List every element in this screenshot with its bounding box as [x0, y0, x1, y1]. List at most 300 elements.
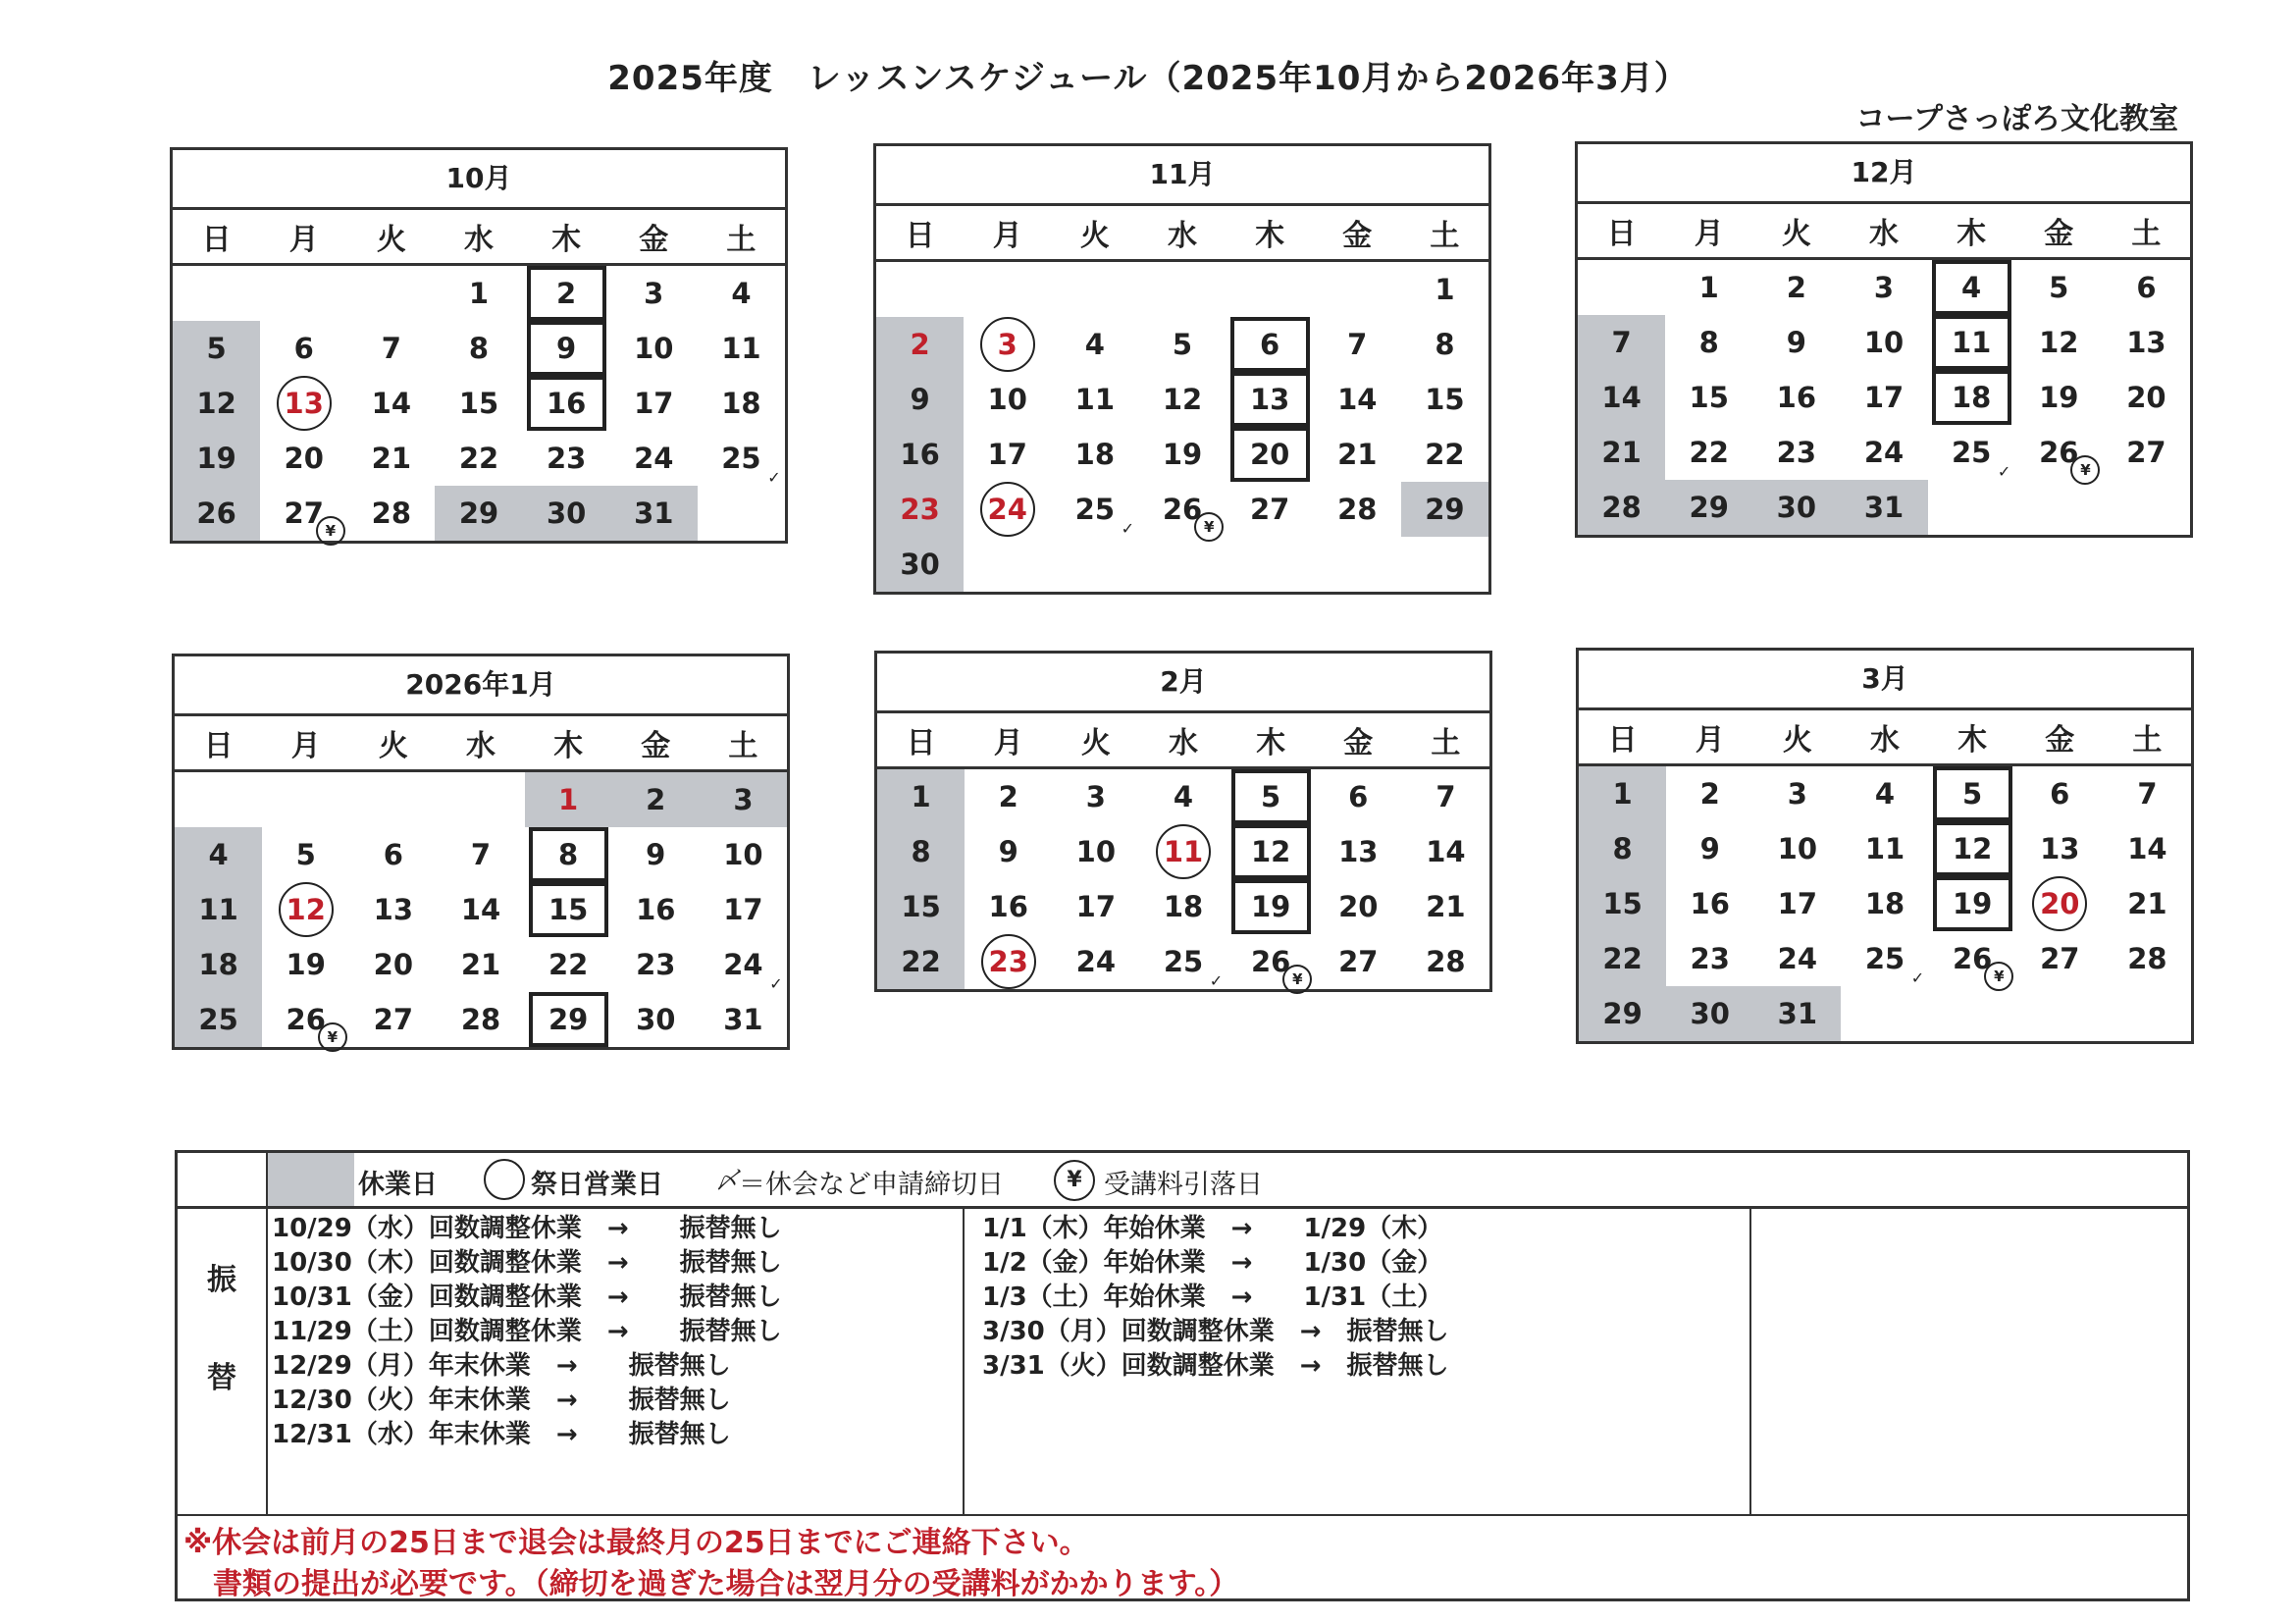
day-number: 1	[468, 277, 490, 310]
day-cell	[262, 937, 349, 992]
empty-cell	[1138, 537, 1226, 592]
day-number: 4	[731, 277, 752, 310]
day-number: 3	[997, 328, 1018, 361]
empty-cell	[1578, 259, 1665, 316]
day-cell	[1666, 765, 1753, 822]
day-cell	[349, 827, 437, 882]
day-cell	[1401, 317, 1488, 372]
empty-cell	[1226, 537, 1314, 592]
day-number: 10	[1777, 832, 1818, 865]
day-cell	[876, 537, 964, 592]
day-number: 28	[1426, 945, 1466, 978]
calendar-month	[874, 651, 1492, 992]
empty-cell	[876, 261, 964, 318]
day-cell	[1665, 259, 1752, 316]
day-cell	[964, 317, 1051, 372]
day-cell	[262, 882, 349, 937]
day-number: 3	[1873, 271, 1895, 304]
day-cell	[260, 486, 347, 541]
day-cell	[1665, 480, 1752, 535]
day-cell	[1051, 317, 1138, 372]
month-title: 2月	[877, 654, 1489, 713]
empty-cell	[964, 261, 1051, 318]
day-number: 10	[987, 383, 1027, 416]
day-cell	[525, 827, 612, 882]
day-number: 20	[2126, 381, 2166, 414]
day-cell	[876, 317, 964, 372]
day-number: 22	[458, 442, 499, 475]
calendar-month	[1576, 648, 2194, 1044]
day-cell	[698, 431, 785, 486]
weekday-header: 月	[1665, 204, 1752, 259]
day-cell	[525, 937, 612, 992]
day-number: 9	[1786, 326, 1806, 359]
day-number: 6	[2050, 777, 2070, 811]
day-cell	[965, 768, 1052, 825]
day-number: 25 ✓	[721, 442, 781, 487]
weekday-header: 水	[1841, 710, 1928, 765]
day-cell	[610, 265, 698, 322]
day-number: 3	[644, 277, 664, 310]
day-cell	[1138, 317, 1226, 372]
day-cell	[1227, 879, 1315, 934]
legend-holiday: 休業日	[358, 1170, 438, 1200]
day-number: 16	[546, 387, 587, 420]
day-number: 14	[371, 387, 412, 420]
day-number: 2	[646, 783, 666, 816]
day-number: 29	[548, 1003, 589, 1036]
yen-icon: ¥	[1282, 965, 1312, 994]
day-number: 14	[460, 893, 501, 926]
weekday-header: 火	[1051, 206, 1138, 261]
day-number: 27	[2126, 436, 2166, 469]
calendar-month	[873, 143, 1491, 595]
day-cell	[1051, 372, 1138, 427]
day-number: 27	[373, 1003, 414, 1036]
day-cell	[1401, 427, 1488, 482]
day-number: 17	[1777, 887, 1818, 920]
day-number: 26 ¥	[1163, 493, 1202, 526]
day-cell	[1929, 876, 2016, 931]
day-number: 30	[546, 497, 587, 530]
day-number: 8	[1435, 328, 1455, 361]
day-cell	[1579, 765, 1666, 822]
day-cell	[610, 431, 698, 486]
day-number: 21	[371, 442, 412, 475]
day-number: 20	[2040, 887, 2080, 920]
day-number: 5	[1962, 777, 1983, 811]
schedule-line: 10/31（金）回数調整休業 → 振替無し	[272, 1283, 782, 1312]
day-cell	[175, 992, 262, 1047]
day-number: 20	[1249, 438, 1290, 471]
day-cell	[2103, 370, 2190, 425]
day-cell	[349, 937, 437, 992]
day-number: 16	[1776, 381, 1817, 414]
day-cell	[612, 771, 700, 828]
weekday-header: 月	[260, 210, 347, 265]
day-number: 31	[634, 497, 674, 530]
day-cell	[700, 882, 787, 937]
day-number: 27	[2040, 942, 2080, 975]
empty-cell	[2016, 986, 2104, 1041]
yen-icon: ¥	[316, 516, 345, 546]
weekday-header: 金	[612, 716, 700, 771]
day-cell	[2104, 876, 2191, 931]
day-cell	[437, 937, 524, 992]
empty-cell	[2104, 986, 2191, 1041]
day-cell	[347, 486, 435, 541]
day-number: 26 ¥	[1953, 942, 1992, 975]
day-cell	[1752, 425, 1840, 480]
day-number: 21	[1337, 438, 1378, 471]
day-number: 18	[1074, 438, 1116, 471]
day-cell	[1578, 425, 1665, 480]
day-cell	[349, 992, 437, 1047]
day-cell	[1840, 315, 1927, 370]
day-cell	[1665, 370, 1752, 425]
day-cell	[964, 427, 1051, 482]
weekday-header: 土	[2104, 710, 2191, 765]
empty-cell	[1051, 537, 1138, 592]
month-title: 3月	[1579, 651, 2191, 710]
day-number: 8	[558, 838, 579, 871]
day-number: 5	[1172, 328, 1193, 361]
day-cell	[965, 824, 1052, 879]
calendar-month	[172, 654, 790, 1050]
day-cell	[1138, 427, 1226, 482]
day-number: 8	[1698, 326, 1719, 359]
empty-cell	[698, 486, 785, 541]
day-number: 27	[1338, 945, 1379, 978]
legend-row	[178, 1153, 2187, 1209]
day-number: 7	[1347, 328, 1368, 361]
day-number: 19	[196, 442, 236, 475]
day-cell	[525, 882, 612, 937]
schedule-line: 10/29（水）回数調整休業 → 振替無し	[272, 1214, 782, 1243]
day-number: 28	[371, 497, 412, 530]
day-number: 29	[1689, 491, 1729, 524]
day-number: 11	[721, 332, 761, 365]
day-number: 4	[1961, 271, 1982, 304]
day-cell	[700, 992, 787, 1047]
deadline-check-icon: 〆	[715, 1167, 739, 1194]
day-number: 6	[2136, 271, 2157, 304]
day-cell	[1929, 765, 2016, 822]
day-cell	[1226, 317, 1314, 372]
day-number: 17	[634, 387, 674, 420]
day-cell	[173, 486, 260, 541]
day-cell	[347, 431, 435, 486]
legend-yen: 受講料引落日	[1104, 1170, 1263, 1200]
day-cell	[1752, 259, 1840, 316]
weekday-header: 土	[1401, 206, 1488, 261]
day-cell	[698, 321, 785, 376]
day-cell	[1666, 821, 1753, 876]
day-cell	[876, 482, 964, 537]
furikae-label: 振 替	[178, 1206, 268, 1514]
weekday-header: 土	[698, 210, 785, 265]
day-number: 31	[723, 1003, 763, 1036]
day-cell	[876, 427, 964, 482]
day-number: 5	[295, 838, 316, 871]
day-cell	[1226, 372, 1314, 427]
deadline-check-icon: ✓	[769, 974, 783, 993]
note-line: 書類の提出が必要です。（締切を過ぎた場合は翌月分の受講料がかかります。）	[183, 1567, 1239, 1601]
day-number: 23	[1690, 942, 1730, 975]
day-number: 31	[1863, 491, 1905, 524]
day-cell	[262, 827, 349, 882]
day-cell	[435, 376, 522, 431]
empty-cell	[173, 265, 260, 322]
day-number: 21	[460, 948, 501, 981]
schedule-line: 12/31（水）年末休業 → 振替無し	[272, 1420, 731, 1449]
yen-icon: ¥	[1054, 1160, 1095, 1201]
day-cell	[1752, 480, 1840, 535]
day-number: 30	[636, 1003, 676, 1036]
day-cell	[260, 321, 347, 376]
weekday-header: 月	[262, 716, 349, 771]
day-cell	[260, 431, 347, 486]
day-cell	[175, 882, 262, 937]
day-cell	[173, 431, 260, 486]
day-number: 16	[900, 438, 940, 471]
day-number: 18	[1951, 381, 1992, 414]
weekday-header: 水	[435, 210, 522, 265]
schedule-line: 12/29（月）年末休業 → 振替無し	[272, 1351, 731, 1381]
empty-cell	[1841, 986, 1928, 1041]
day-number: 14	[1601, 381, 1642, 414]
day-number: 6	[1348, 780, 1369, 813]
day-cell	[525, 771, 612, 828]
note-line: ※休会は前月の25日まで退会は最終月の25日までにご連絡下さい。	[183, 1526, 1089, 1560]
day-cell	[175, 937, 262, 992]
empty-cell	[1928, 480, 2015, 535]
weekday-header: 木	[1226, 206, 1314, 261]
day-cell	[1139, 768, 1226, 825]
day-cell	[437, 992, 524, 1047]
weekday-header: 水	[437, 716, 524, 771]
day-number: 7	[470, 838, 492, 871]
day-cell	[1928, 370, 2015, 425]
day-cell	[1314, 427, 1401, 482]
weekday-header: 水	[1139, 713, 1226, 768]
weekday-header: 金	[2015, 204, 2103, 259]
day-cell	[260, 376, 347, 431]
day-cell	[700, 937, 787, 992]
day-cell	[1753, 876, 1841, 931]
day-number: 17	[1863, 381, 1905, 414]
day-number: 18	[721, 387, 761, 420]
day-cell	[1315, 934, 1402, 989]
day-number: 14	[1426, 835, 1466, 868]
day-number: 22	[1425, 438, 1465, 471]
empty-cell	[1314, 537, 1401, 592]
weekday-header: 土	[2103, 204, 2190, 259]
day-cell	[2104, 931, 2191, 986]
day-cell	[1928, 425, 2015, 480]
day-number: 2	[1786, 271, 1806, 304]
day-number: 6	[293, 332, 314, 365]
day-number: 5	[1261, 780, 1281, 813]
day-cell	[1227, 934, 1315, 989]
day-number: 17	[1075, 890, 1117, 923]
calendar-month	[1575, 141, 2193, 538]
day-cell	[610, 321, 698, 376]
day-cell	[1139, 879, 1226, 934]
day-cell	[1752, 370, 1840, 425]
day-number: 1	[1435, 273, 1455, 306]
day-number: 21	[2127, 887, 2167, 920]
day-number: 12	[1162, 383, 1203, 416]
day-cell	[1315, 824, 1402, 879]
day-number: 12	[1250, 835, 1291, 868]
day-number: 4	[1084, 328, 1105, 361]
day-cell	[2016, 876, 2104, 931]
day-number: 15	[1425, 383, 1465, 416]
day-cell	[1841, 931, 1928, 986]
day-number: 27	[1249, 493, 1290, 526]
day-number: 7	[1435, 780, 1456, 813]
weekday-header: 金	[1314, 206, 1401, 261]
day-cell	[173, 321, 260, 376]
day-cell	[1579, 986, 1666, 1041]
day-cell	[1579, 931, 1666, 986]
day-number: 4	[1173, 780, 1194, 813]
empty-cell	[1401, 537, 1488, 592]
weekday-header: 木	[523, 210, 610, 265]
day-number: 26 ¥	[1251, 945, 1290, 978]
day-cell	[1840, 425, 1927, 480]
day-number: 19	[286, 948, 326, 981]
day-number: 12	[286, 893, 326, 926]
weekday-header: 火	[1752, 204, 1840, 259]
day-cell	[1402, 934, 1489, 989]
yen-icon: ¥	[1984, 962, 2013, 991]
day-number: 7	[1611, 326, 1632, 359]
day-cell	[612, 992, 700, 1047]
day-number: 13	[284, 387, 324, 420]
weekday-header: 金	[1315, 713, 1402, 768]
weekday-header: 木	[525, 716, 612, 771]
day-cell	[2015, 315, 2103, 370]
day-cell	[435, 431, 522, 486]
day-cell	[523, 486, 610, 541]
day-cell	[2015, 425, 2103, 480]
day-number: 10	[1075, 835, 1117, 868]
legend-and-schedule-box	[175, 1150, 2190, 1601]
day-number: 11	[1074, 383, 1116, 416]
day-number: 9	[1699, 832, 1720, 865]
organization-name: コープさっぽろ文化教室	[1855, 102, 2178, 136]
day-cell	[2016, 765, 2104, 822]
schedule-line: 11/29（土）回数調整休業 → 振替無し	[272, 1317, 782, 1346]
day-number: 11	[1951, 326, 1992, 359]
day-cell	[2016, 931, 2104, 986]
day-number: 26 ¥	[2039, 436, 2078, 469]
weekday-header: 月	[964, 206, 1051, 261]
day-number: 16	[988, 890, 1028, 923]
day-number: 21	[1426, 890, 1466, 923]
day-cell	[1052, 879, 1139, 934]
calendar-month	[170, 147, 788, 544]
day-cell	[610, 376, 698, 431]
day-number: 18	[1864, 887, 1905, 920]
day-cell	[1052, 824, 1139, 879]
day-cell	[1840, 480, 1927, 535]
day-number: 26	[196, 497, 236, 530]
weekday-header: 日	[876, 206, 964, 261]
day-number: 21	[1601, 436, 1642, 469]
day-number: 11	[198, 893, 238, 926]
day-number: 13	[2040, 832, 2080, 865]
day-cell	[1929, 931, 2016, 986]
day-number: 29	[1602, 997, 1643, 1030]
day-number: 29	[458, 497, 499, 530]
day-cell	[1666, 876, 1753, 931]
empty-cell	[347, 265, 435, 322]
day-number: 23	[988, 945, 1028, 978]
day-cell	[964, 372, 1051, 427]
schedule-line: 3/31（火）回数調整休業 → 振替無し	[982, 1351, 1449, 1381]
day-cell	[1578, 480, 1665, 535]
day-cell	[1314, 372, 1401, 427]
day-number: 2	[556, 277, 577, 310]
empty-cell	[175, 771, 262, 828]
day-cell	[1139, 934, 1226, 989]
day-cell	[1753, 931, 1841, 986]
day-number: 7	[2137, 777, 2158, 811]
day-number: 9	[910, 383, 930, 416]
day-cell	[1314, 482, 1401, 537]
day-cell	[349, 882, 437, 937]
day-cell	[1578, 370, 1665, 425]
day-number: 19	[1250, 890, 1291, 923]
empty-cell	[260, 265, 347, 322]
day-cell	[1401, 482, 1488, 537]
day-cell	[347, 321, 435, 376]
day-number: 10	[1863, 326, 1905, 359]
day-number: 8	[1612, 832, 1633, 865]
day-number: 2	[998, 780, 1018, 813]
day-number: 9	[556, 332, 577, 365]
day-number: 20	[373, 948, 414, 981]
day-number: 25 ✓	[1864, 942, 1925, 987]
schedule-line: 1/1（木）年始休業 → 1/29（木）	[982, 1214, 1443, 1243]
day-number: 1	[1698, 271, 1719, 304]
day-number: 11	[1163, 835, 1204, 868]
day-number: 1	[911, 780, 931, 813]
weekday-header: 水	[1840, 204, 1927, 259]
day-number: 4	[208, 838, 229, 871]
weekday-header: 木	[1929, 710, 2016, 765]
day-cell	[525, 992, 612, 1047]
schedule-line: 12/30（火）年末休業 → 振替無し	[272, 1386, 731, 1415]
day-cell	[1578, 315, 1665, 370]
day-cell	[1665, 315, 1752, 370]
day-cell	[2015, 259, 2103, 316]
weekday-header: 金	[610, 210, 698, 265]
day-cell	[1753, 986, 1841, 1041]
day-number: 22	[1602, 942, 1643, 975]
day-cell	[1315, 879, 1402, 934]
weekday-header: 火	[347, 210, 435, 265]
day-number: 16	[1690, 887, 1730, 920]
schedule-line: 10/30（木）回数調整休業 → 振替無し	[272, 1248, 782, 1278]
day-number: 30	[1776, 491, 1817, 524]
day-number: 25 ✓	[1074, 493, 1135, 538]
day-number: 24	[1777, 942, 1818, 975]
day-cell	[1051, 427, 1138, 482]
